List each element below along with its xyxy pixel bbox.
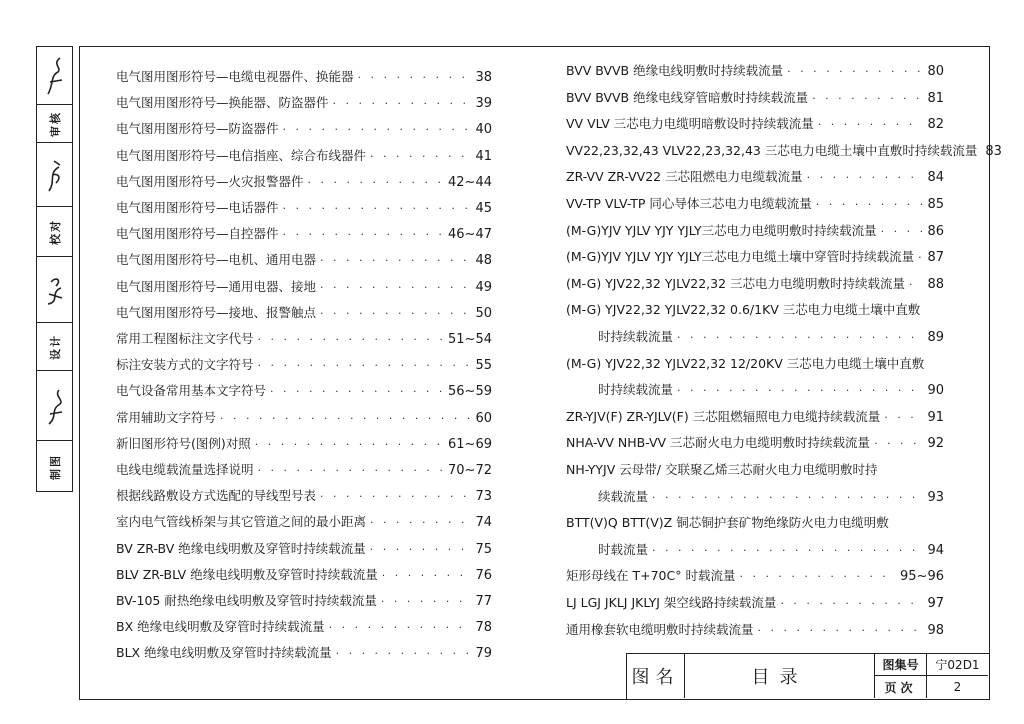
leader-dots [652,544,923,557]
leader-dots [382,569,472,582]
jiao-dui-label: 校对 [48,218,62,245]
leader-dots [320,254,471,267]
toc-entry-title: 电气图用图形符号—接地、报警触点 [116,304,317,320]
toc-entry [116,643,492,661]
toc-entry-page: 38 [475,70,492,85]
toc-entry [566,433,944,451]
toc-entry-title: 电气图用图形符号—通用电器、接地 [116,278,317,294]
toc-entry [566,114,944,132]
leader-dots [370,543,472,556]
leader-dots [308,176,445,189]
leader-dots [918,251,923,264]
toc-entry-title: ZR-VV ZR-VV22 三芯阻燃电力电缆载流量 [566,169,803,185]
toc-entry-page: 45 [475,201,492,216]
toc-entry [116,93,492,111]
signature-mark [44,268,66,312]
toc-entry-title: BV ZR-BV 绝缘电线明敷及穿管时持续载流量 [116,540,366,556]
toc-entry-title: 电气设备常用基本文字符号 [116,383,267,399]
toc-entry [566,194,944,212]
leader-dots [370,150,471,163]
toc-entry [116,198,492,216]
leader-dots [220,412,471,425]
leader-dots [333,97,472,110]
toc-entry [598,487,944,505]
toc-entry [116,250,492,268]
toc-entry-page: 90 [927,383,944,399]
leader-dots [787,65,923,78]
toc-entry-page: 88 [927,276,944,292]
toc-entry [566,566,944,584]
toc-entry [566,620,944,638]
shen-he-label: 审核 [48,110,62,137]
leader-dots [283,228,445,241]
toc-entry-title: 电气图用图形符号—换能器、防盗器件 [116,95,329,111]
leader-dots [677,384,923,397]
toc-entry-page: 49 [475,279,492,295]
toc-entry-title: 续载流量 [598,488,649,504]
toc-entry-title: 新旧图形符号(图例)对照 [116,435,251,451]
toc-entry-title: 时持续载流量 [598,382,674,398]
leader-dots [329,621,472,634]
toc-entry [566,274,944,292]
toc-entry-title: 矩形母线在 T+70C° 时载流量 [566,568,736,584]
leader-dots [358,71,472,84]
leader-dots [320,307,471,320]
toc-entry-title: 电线电缆载流量选择说明 [116,462,254,477]
toc-entry [598,327,944,345]
toc-entry-page: 48 [475,253,492,269]
leader-dots [818,118,924,131]
toc-entry-page: 98 [927,622,944,638]
toc-entry-page: 78 [475,620,492,636]
leader-dots [739,570,896,583]
atlas-no-value: 宁02D1 [927,654,988,676]
toc-entry-page: 86 [927,223,944,239]
toc-entry-title: BLV ZR-BLV 绝缘电线明敷及穿管时持续载流量 [116,566,378,582]
toc-entry-page: 75 [475,541,492,557]
leader-dots [258,333,445,346]
toc-entry-title: NHA-VV NHB-VV 三芯耐火电力电缆明敷时持续载流量 [566,435,871,451]
toc-entry [116,381,492,399]
toc-entry [566,247,944,265]
toc-entry-page: 92 [927,436,944,452]
toc-entry-title: (M-G)YJV YJLV YJY YJLY三芯电力电缆土壤中穿管时持续载流量 [566,249,915,265]
title-block [626,653,990,700]
toc-entry [116,434,492,452]
toc-entry [116,591,492,609]
leader-dots [255,438,444,451]
toc-entry [116,172,492,190]
signature-drafter-cell [37,371,72,441]
signature-checker-cell [37,143,72,207]
toc-entry-page: 61~69 [448,436,492,452]
toc-entry-title: 常用辅助文字符号 [116,409,217,425]
toc-entry-page: 51~54 [448,332,492,347]
signature-mark [44,54,66,98]
leader-dots [381,595,472,608]
shen-he-cell [37,105,72,143]
toc-entry-title: VV-TP VLV-TP 同心导体三芯电力电缆载流量 [566,196,812,211]
toc-entry-page: 89 [927,330,944,345]
she-ji-cell [37,323,72,371]
leader-dots [780,597,923,610]
toc-entry-title: LJ LGJ JKLJ JKLYJ 架空线路持续载流量 [566,595,777,610]
toc-entry-page: 40 [475,122,492,138]
toc-entry [116,512,492,530]
leader-dots [812,92,923,105]
toc-entry-page: 74 [475,515,492,531]
leader-dots [258,464,445,477]
leader-dots [816,198,924,211]
leader-dots [320,281,471,294]
tu-ming-label: 图名 [627,654,685,698]
toc-entry-title: ZR-YJV(F) ZR-YJLV(F) 三芯阻燃辐照电力电缆持续载流量 [566,408,881,424]
toc-entry [116,565,492,583]
toc-entry-page: 46~47 [448,227,492,243]
page-no-label: 页次 [875,676,927,698]
toc-entry [116,486,492,504]
toc-entry-title: BV-105 耐热绝缘电线明敷及穿管时持续载流量 [116,593,377,608]
toc-entry-page: 91 [927,409,944,425]
leader-dots [807,171,924,184]
toc-entry-page: 42~44 [448,174,492,190]
toc-entry-title: 根据线路敷设方式选配的导线型号表 [116,488,317,504]
leader-dots [370,516,471,529]
toc-entry-title: 时持续载流量 [598,329,674,344]
toc-entry-page: 73 [475,489,492,505]
toc-entry [116,617,492,635]
toc-entry [566,407,944,425]
toc-entry-page: 84 [927,170,944,186]
toc-entry-title: 电气图用图形符号—防盗器件 [116,121,279,137]
toc-entry [116,277,492,295]
toc-entry-page: 70~72 [448,463,492,478]
toc-entry-title: 通用橡套软电缆明敷时持续载流量 [566,621,754,637]
atlas-no-label: 图集号 [875,654,927,676]
toc-entry [116,408,492,426]
toc-entry-page: 93 [927,489,944,505]
toc-entry [116,119,492,137]
leader-dots [884,411,923,424]
toc-entry-title: 时载流量 [598,541,649,557]
toc-entry [566,141,1002,159]
toc-entry-page: 77 [475,594,492,609]
toc-entry [566,88,944,106]
toc-entry-page: 79 [475,646,492,662]
approval-sidebar [36,46,73,492]
toc-entry-title: (M-G)YJV YJLV YJY YJLY三芯电力电缆明敷时持续载流量 [566,222,877,238]
toc-entry-title: 电气图用图形符号—电信指座、综合布线器件 [116,147,367,163]
leader-dots [270,385,444,398]
toc-entry [116,224,492,242]
toc-entry-title: 室内电气管线桥架与其它管道之间的最小距离 [116,514,367,530]
toc-entry-page: 82 [927,117,944,133]
toc-entry-page: 87 [927,250,944,266]
toc-entry [598,540,944,558]
toc-entry-page: 41 [475,148,492,164]
leader-dots [652,491,923,504]
toc-entry-page: 39 [475,96,492,112]
toc-entry-title: BVV BVVB 绝缘电线明敷时持续载流量 [566,63,784,78]
signature-mark [44,153,66,197]
toc-entry [116,539,492,557]
leader-dots [677,331,923,344]
toc-entry-title: 电气图用图形符号—电话器件 [116,200,279,215]
toc-entry-title: (M-G) YJV22,32 YJLV22,32 三芯电力电缆明敷时持续载流量 [566,275,906,291]
toc-entry-title: BVV BVVB 绝缘电线穿管暗敷时持续载流量 [566,89,809,105]
zhi-tu-cell [37,441,72,493]
toc-entry-page: 80 [927,64,944,79]
toc-entry-page: 83 [985,143,1002,159]
leader-dots [283,202,472,215]
leader-dots [283,123,472,136]
signature-mark [44,384,66,428]
toc-entry-title: NH-YYJV 云母带/ 交联聚乙烯三芯耐火电力电缆明敷时持 [566,462,878,477]
drawing-title: 目录 [685,654,875,698]
jiao-dui-cell [37,207,72,257]
toc-entry [566,513,944,531]
toc-entry-page: 97 [927,596,944,611]
leader-dots [881,225,924,238]
toc-entry-title: VV22,23,32,43 VLV22,23,32,43 三芯电力电缆土壤中直敷时持续载流量 [566,142,978,158]
toc-entry [566,61,944,79]
toc-entry-title: 标注安装方式的文字符号 [116,357,254,373]
leader-dots [258,359,472,372]
leader-dots [874,437,923,450]
page-no-value: 2 [953,680,962,694]
toc-entry-page: 81 [927,90,944,106]
toc-entry [566,460,944,478]
toc-entry-page: 94 [927,542,944,558]
toc-entry-title: BX 绝缘电线明敷及穿管时持续载流量 [116,619,325,635]
toc-entry-title: BLX 绝缘电线明敷及穿管时持续载流量 [116,645,332,661]
toc-entry-page: 95~96 [900,569,944,585]
signature-designer-cell [37,257,72,323]
toc-entry-title: 电气图用图形符号—电缆电视器件、换能器 [116,69,354,84]
toc-entry-page: 76 [475,567,492,583]
toc-entry-title: (M-G) YJV22,32 YJLV22,32 12/20KV 三芯电力电缆土壤中直敷 [566,355,925,371]
toc-entry [566,167,944,185]
toc-entry [598,380,944,398]
zhi-tu-label: 制图 [48,454,62,480]
leader-dots [758,624,924,637]
toc-entry [116,303,492,321]
toc-entry [116,67,492,85]
she-ji-label: 设计 [48,333,62,360]
toc-entry-page: 56~59 [448,384,492,400]
toc-entry-title: (M-G) YJV22,32 YJLV22,32 0.6/1KV 三芯电力电缆土壤中直敷 [566,302,921,318]
signature-reviewer-cell [37,47,72,105]
toc-entry-title: 电气图用图形符号—火灾报警器件 [116,173,304,189]
toc-entry-page: 60 [475,410,492,426]
leader-dots [909,278,923,291]
toc-entry-page: 85 [927,197,944,212]
toc-entry [566,221,944,239]
leader-dots [336,647,472,660]
toc-entry-page: 50 [475,305,492,321]
toc-entry-title: 电气图用图形符号—电机、通用电器 [116,252,317,268]
toc-entry-page: 55 [475,358,492,374]
toc-entry [116,329,492,347]
toc-entry [566,354,944,372]
toc-entry-title: VV VLV 三芯电力电缆明暗敷设时持续载流量 [566,116,814,132]
toc-entry-title: 电气图用图形符号—自控器件 [116,226,279,242]
toc-entry [116,355,492,373]
toc-entry [566,593,944,611]
toc-entry [566,300,944,318]
toc-entry-title: 常用工程图标注文字代号 [116,331,254,346]
leader-dots [320,490,471,503]
toc-entry [116,460,492,478]
toc-entry [116,146,492,164]
toc-entry-title: BTT(V)Q BTT(V)Z 铜芯铜护套矿物绝缘防火电力电缆明敷 [566,515,889,531]
